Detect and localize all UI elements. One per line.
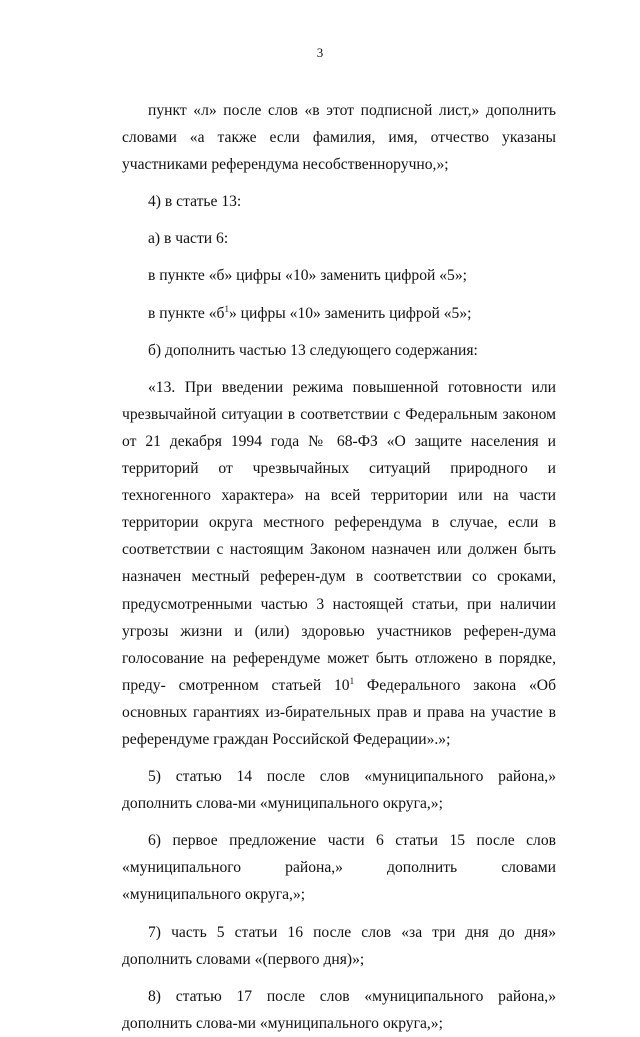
part-13-tail-before: смотренном статьей 10	[178, 676, 350, 694]
paragraph-item-b: в пункте «б» цифры «10» заменить цифрой «5»;	[148, 267, 467, 285]
paragraph-article-16: 7) часть 5 статьи 16 после слов «за три дня до дня» дополнить словами «(первого дня)»;	[122, 923, 556, 968]
part-13-main-text: «13. При введении режима повышенной готовности или чрезвычайной ситуации в соответствии с Федеральным законом от 21 декабря 1994 года № 68-ФЗ «О защите населения и территорий от чрезвычайных ситуаций природного и техногенного характера» на всей территории или на части территории округа местного референдума в случае, если в соответствии с настоящим Законом назначен или должен быть назначен местный референ-дум в соответствии со сроками, предусмотренными частью 3 настоящей статьи, при наличии угрозы жизни и (или) здоровью участников референ-дума голосование на референдуме может быть отложено в порядке, преду-	[122, 378, 556, 694]
paragraph-article-13: 4) в статье 13:	[148, 193, 242, 211]
paragraph-part-6: а) в части 6:	[148, 230, 229, 248]
paragraph-add-part-13: б) дополнить частью 13 следующего содержания:	[148, 341, 478, 359]
item-b1-before: в пункте «б	[148, 304, 225, 322]
document-body	[122, 97, 556, 1037]
item-b1-superscript: 1	[224, 303, 229, 314]
paragraph-article-15: 6) первое предложение части 6 статьи 15 после слов «муниципального района,» дополнить словами «муниципального округа,»;	[122, 832, 556, 904]
paragraph-part-13-text	[122, 374, 556, 753]
paragraph-article-14: 5) статью 14 после слов «муниципального района,» дополнить слова-ми «муниципального округа,»;	[122, 768, 556, 813]
item-b1-after: » цифры «10» заменить цифрой «5»;	[228, 304, 472, 322]
part-13-tail-after: Федерального закона «Об основных гарантиях из-бирательных прав и права на участие в референдуме граждан Российской Федерации».»;	[122, 676, 556, 748]
paragraph-item-l: пункт «л» после слов «в этот подписной лист,» дополнить словами «а также если фамилия, имя, отчество указаны участниками референдума несобственноручно,»;	[122, 102, 556, 174]
paragraph-item-b1	[122, 300, 556, 327]
part-13-superscript: 1	[349, 675, 355, 686]
paragraph-article-17: 8) статью 17 после слов «муниципального района,» дополнить слова-ми «муниципального округа,»;	[122, 987, 556, 1032]
page-number: 3	[316, 45, 324, 60]
